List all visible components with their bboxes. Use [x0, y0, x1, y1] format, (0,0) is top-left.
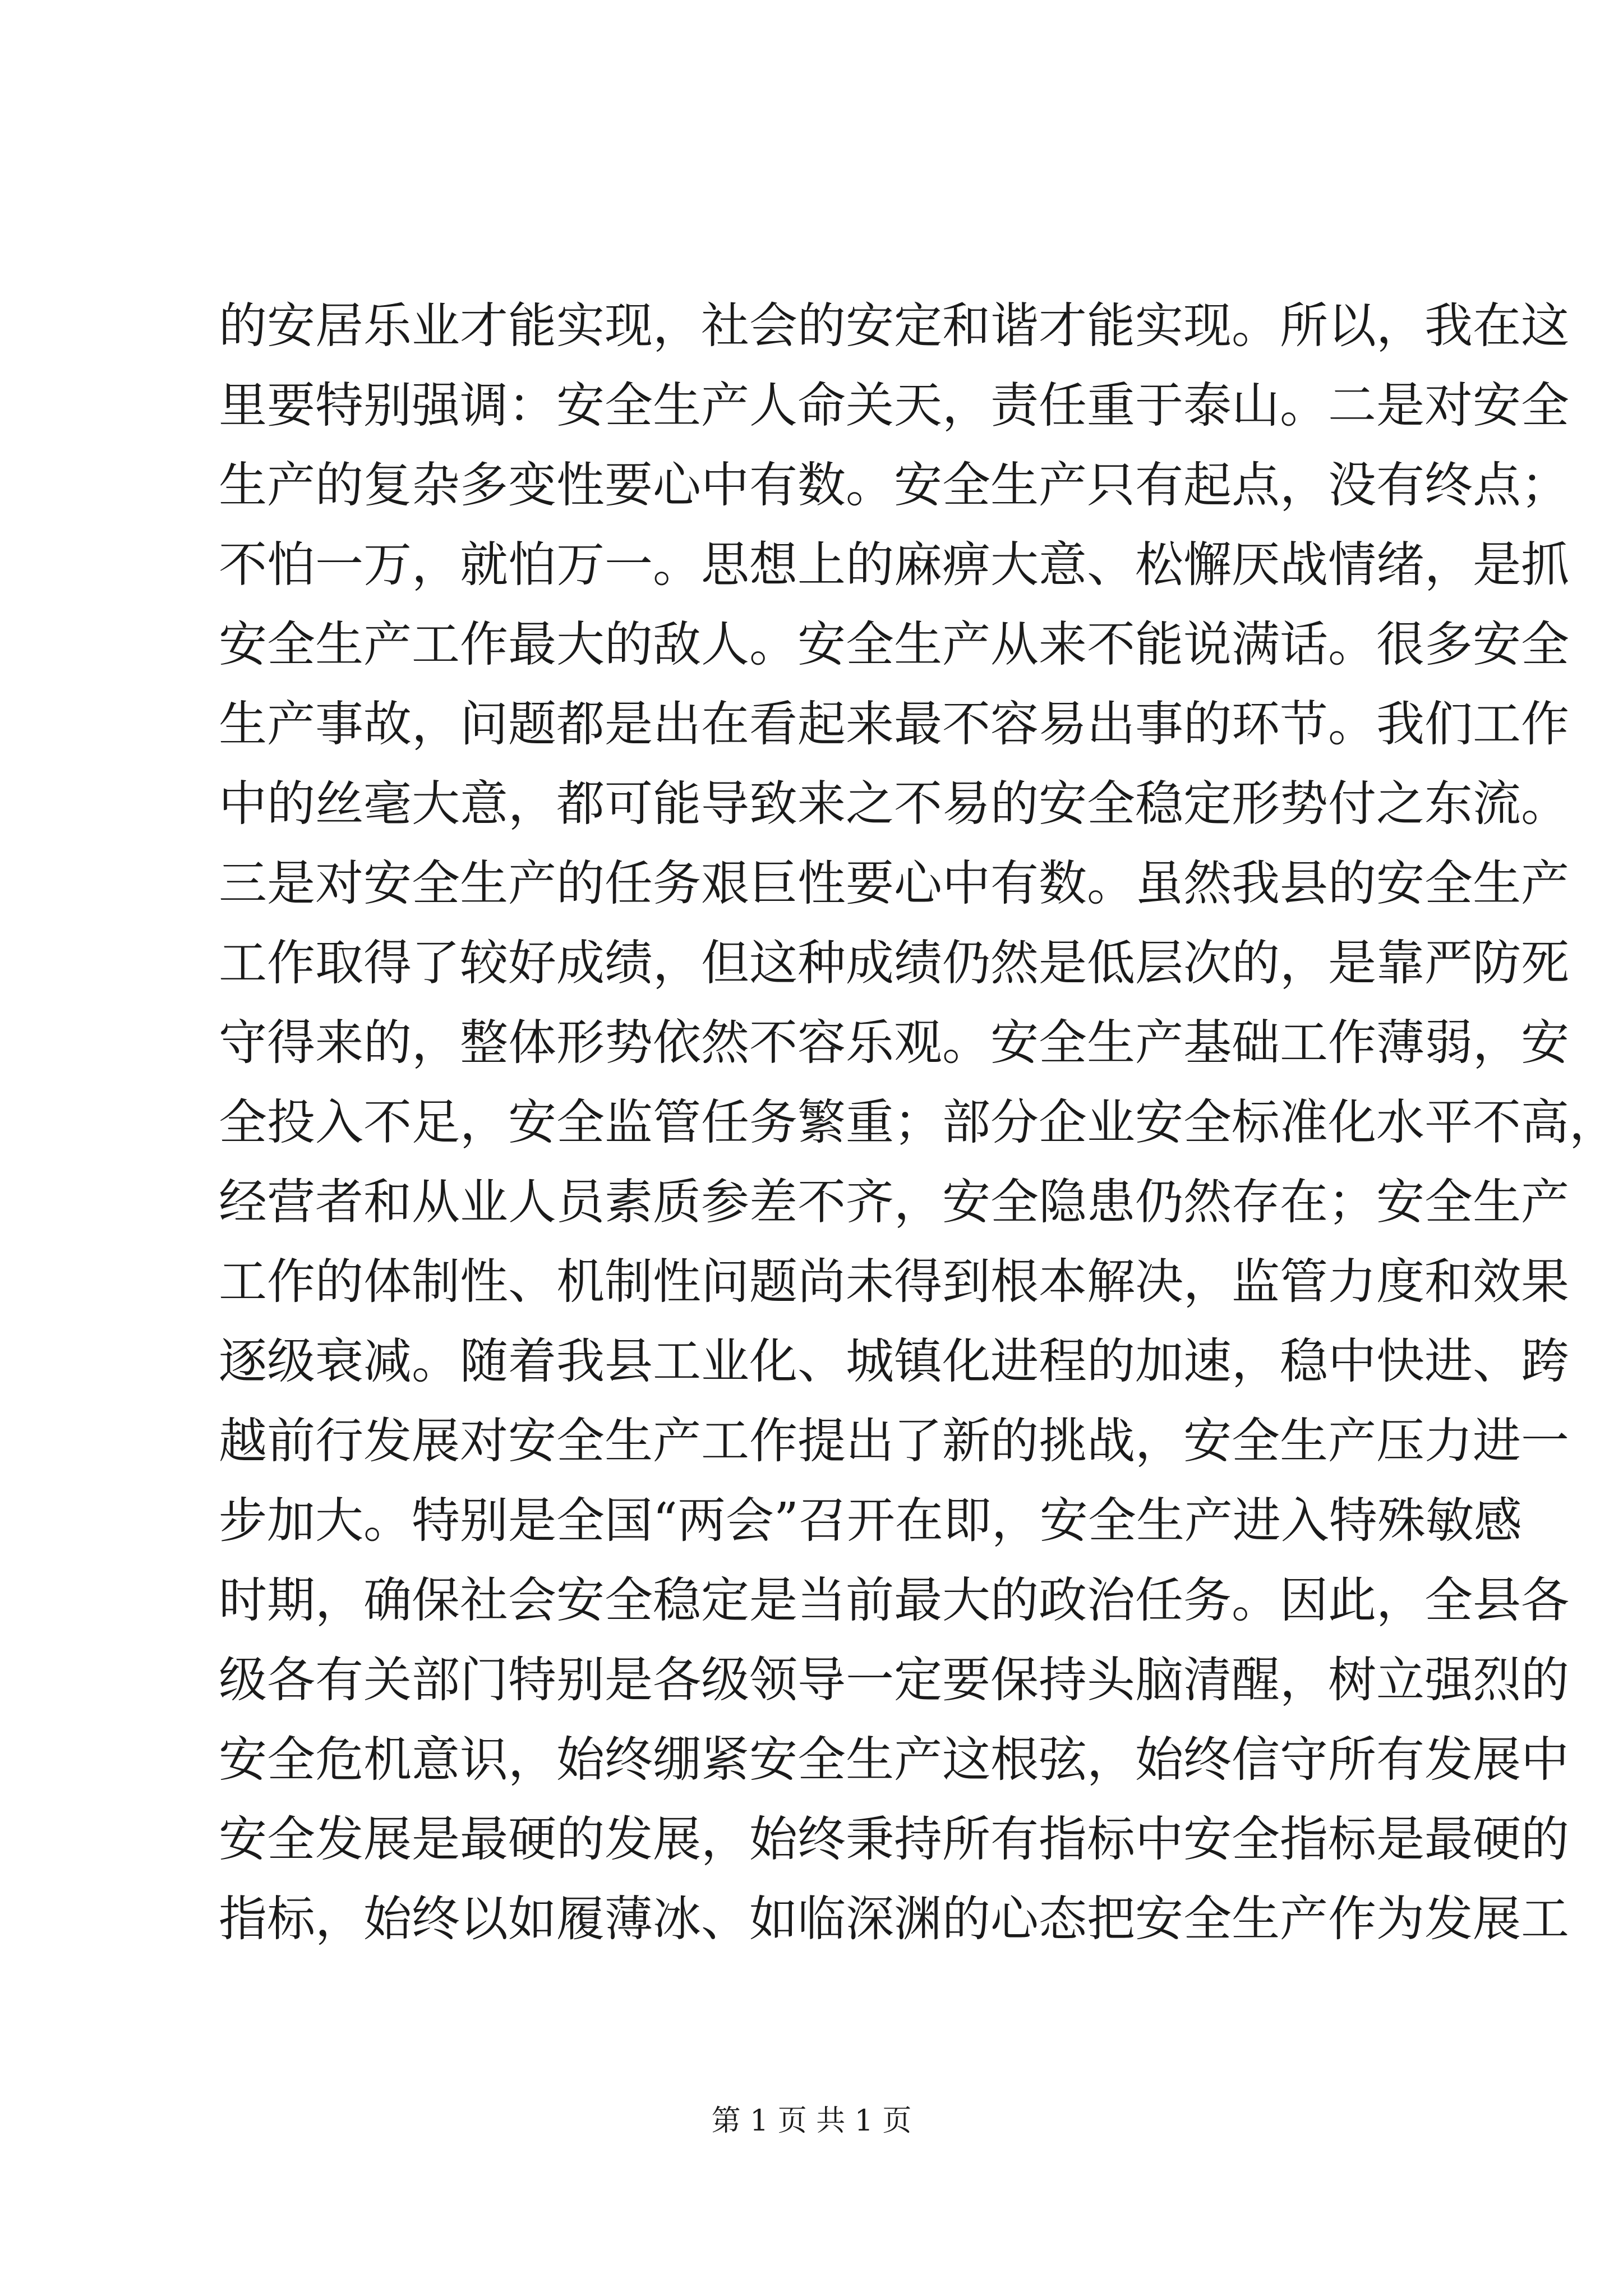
text-line: 级各有关部门特别是各级领导一定要保持头脑清醒，树立强烈的: [219, 1652, 1569, 1708]
body-text: [219, 286, 1617, 1959]
text-line: 安全危机意识，始终绷紧安全生产这根弦，始终信守所有发展中: [219, 1732, 1569, 1788]
text-line: 逐级衰减。随着我县工业化、城镇化进程的加速，稳中快进、跨: [219, 1333, 1569, 1389]
text-line: 经营者和从业人员素质参差不齐，安全隐患仍然存在；安全生产: [219, 1174, 1569, 1230]
text-line: 中的丝毫大意，都可能导致来之不易的安全稳定形势付之东流。: [219, 776, 1569, 832]
text-line: 越前行发展对安全生产工作提出了新的挑战，安全生产压力进一: [219, 1413, 1569, 1469]
text-line: 生产的复杂多变性要心中有数。安全生产只有起点，没有终点；: [219, 457, 1569, 513]
text-line: 安全生产工作最大的敌人。安全生产从来不能说满话。很多安全: [219, 616, 1569, 673]
text-line: 时期，确保社会安全稳定是当前最大的政治任务。因此，全县各: [219, 1572, 1569, 1628]
text-line: 全投入不足，安全监管任务繁重；部分企业安全标准化水平不高，: [219, 1094, 1617, 1151]
text-line: 工作取得了较好成绩，但这种成绩仍然是低层次的，是靠严防死: [219, 935, 1569, 991]
text-line: 守得来的，整体形势依然不容乐观。安全生产基础工作薄弱，安: [219, 1015, 1569, 1071]
text-line: 不怕一万，就怕万一。思想上的麻痹大意、松懈厌战情绪，是抓: [219, 537, 1569, 593]
text-line: 工作的体制性、机制性问题尚未得到根本解决，监管力度和效果: [219, 1254, 1569, 1310]
text-line: 三是对安全生产的任务艰巨性要心中有数。虽然我县的安全生产: [219, 855, 1569, 912]
text-line: 生产事故，问题都是出在看起来最不容易出事的环节。我们工作: [219, 696, 1569, 752]
text-line: 步加大。特别是全国“两会”召开在即，安全生产进入特殊敏感: [219, 1493, 1522, 1549]
page-footer: [0, 2101, 1623, 2141]
text-line: 安全发展是最硬的发展，始终秉持所有指标中安全指标是最硬的: [219, 1811, 1569, 1867]
text-line: 的安居乐业才能实现，社会的安定和谐才能实现。所以，我在这: [219, 298, 1569, 354]
text-line: 里要特别强调：安全生产人命关天，责任重于泰山。二是对安全: [219, 378, 1569, 434]
page-number-label: 第 1 页 共 1 页: [711, 2104, 912, 2138]
text-line: 指标，始终以如履薄冰、如临深渊的心态把安全生产作为发展工: [219, 1891, 1569, 1947]
